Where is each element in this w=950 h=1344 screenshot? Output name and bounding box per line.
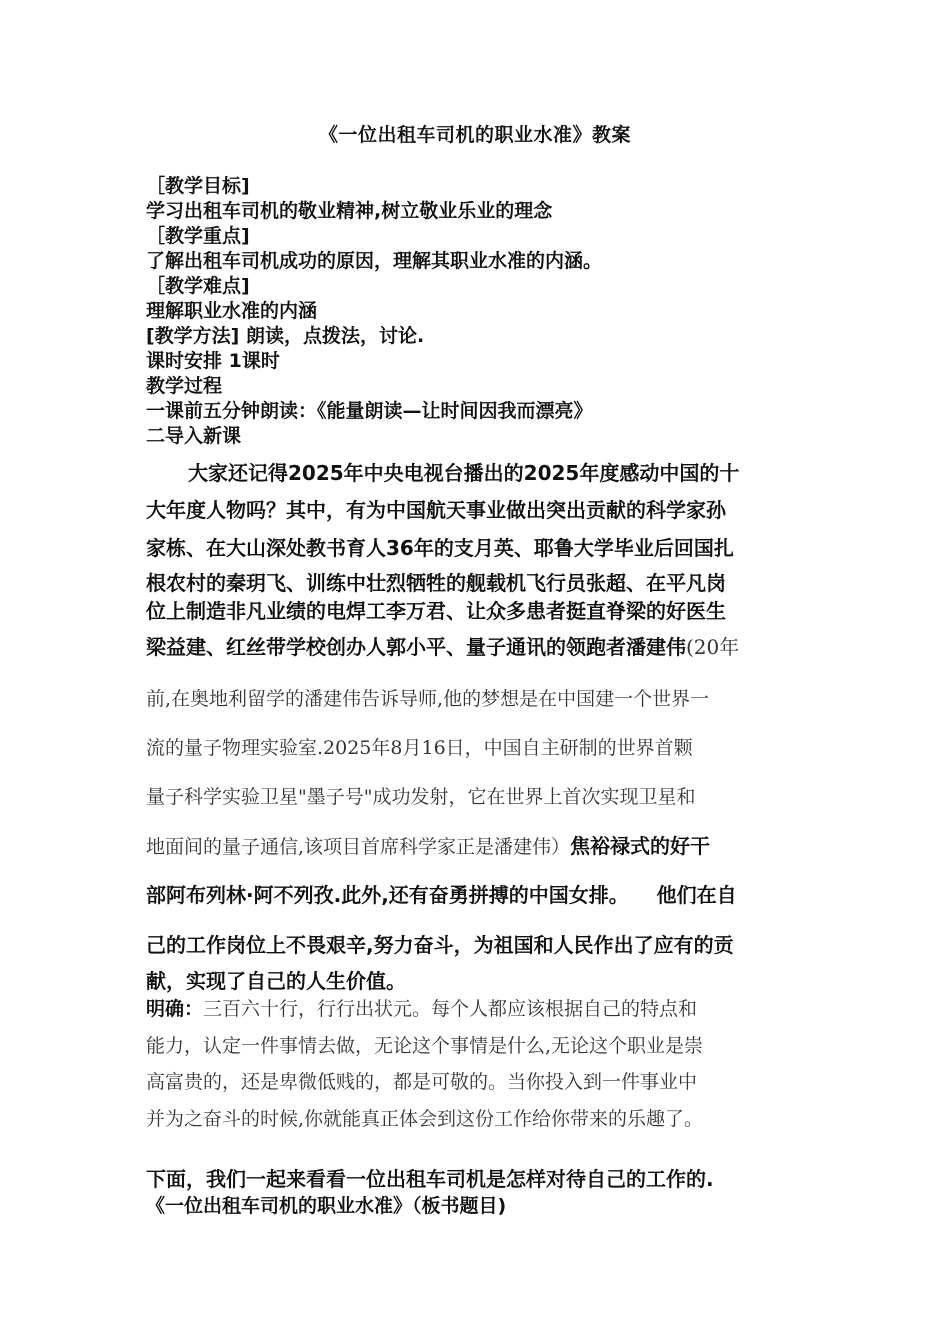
clarify-line-1-text: 三百六十行，行行出状元。每个人都应该根据自己的特点和 [203, 998, 698, 1020]
step-one: 一课前五分钟朗读：《能量朗读—让时间因我而漂亮》 [146, 400, 593, 422]
difficulty-label: ［教学难点] [146, 275, 250, 297]
intro-line-6-bold: 梁益建、红丝带学校创办人郭小平、量子通讯的领跑者潘建伟 [146, 635, 686, 659]
intro-line-10-bold: 焦裕禄式的好干 [570, 834, 711, 858]
difficulty-text: 理解职业水准的内涵 [146, 300, 318, 322]
document-title: 《一位出租车司机的职业水准》教案 [318, 124, 631, 146]
focus-text: 了解出租车司机成功的原因，理解其职业水准的内涵。 [146, 250, 603, 272]
focus-label: ［教学重点] [146, 225, 250, 247]
step-two: 二导入新课 [146, 425, 242, 447]
closing-line-1: 下面，我们一起来看看一位出租车司机是怎样对待自己的工作的. [146, 1167, 714, 1191]
teaching-process-heading: 教学过程 [146, 375, 223, 397]
objective-label: ［教学目标] [146, 175, 250, 197]
intro-line-8: 流的量子物理实验室.2025年8月16日，中国自主研制的世界首颗 [146, 737, 693, 759]
intro-line-12: 己的工作岗位上不畏艰辛,努力奋斗，为祖国和人民作出了应有的贡 [146, 933, 734, 957]
intro-line-11: 部阿布列林·阿不列孜.此外,还有奋勇拼搏的中国女排。 他们在自 [146, 883, 737, 907]
clarify-line-4: 并为之奋斗的时候,你就能真正体会到这份工作给你带来的乐趣了。 [146, 1108, 704, 1130]
intro-line-6-normal: (20年 [686, 635, 740, 659]
intro-line-6 [146, 634, 739, 660]
clarify-label: 明确： [146, 998, 204, 1020]
class-schedule: 课时安排 1课时 [146, 350, 280, 372]
intro-line-13: 献，实现了自己的人生价值。 [146, 969, 406, 993]
intro-line-2: 大年度人物吗？其中，有为中国航天事业做出突出贡献的科学家孙 [146, 498, 726, 522]
closing-line-2: 《一位出租车司机的职业水准》（板书题目) [146, 1195, 507, 1217]
teaching-method: [教学方法] 朗读，点拨法，讨论. [146, 325, 425, 347]
intro-line-9: 量子科学实验卫星"墨子号"成功发射，它在世界上首次实现卫星和 [146, 786, 696, 808]
intro-line-10-normal: 地面间的量子通信,该项目首席科学家正是潘建伟） [146, 836, 571, 858]
intro-line-4: 根农村的秦玥飞、训练中壮烈牺牲的舰载机飞行员张超、在平凡岗 [146, 571, 726, 595]
intro-line-7: 前,在奥地利留学的潘建伟告诉导师,他的梦想是在中国建一个世界一 [146, 688, 710, 710]
intro-line-3: 家栋、在大山深处教书育人36年的支月英、耶鲁大学毕业后回国扎 [146, 536, 734, 560]
intro-line-5: 位上制造非凡业绩的电焊工李万君、让众多患者挺直脊梁的好医生 [146, 599, 726, 623]
clarify-line-3: 高富贵的，还是卑微低贱的，都是可敬的。当你投入到一件事业中 [146, 1071, 698, 1093]
objective-text: 学习出租车司机的敬业精神,树立敬业乐业的理念 [146, 200, 553, 222]
clarify-line-1 [146, 996, 697, 1022]
intro-line-10 [146, 833, 710, 860]
intro-line-1: 大家还记得2025年中央电视台播出的2025年度感动中国的十 [188, 461, 740, 485]
clarify-line-2: 能力，认定一件事情去做，无论这个事情是什么,无论这个职业是崇 [146, 1035, 704, 1057]
